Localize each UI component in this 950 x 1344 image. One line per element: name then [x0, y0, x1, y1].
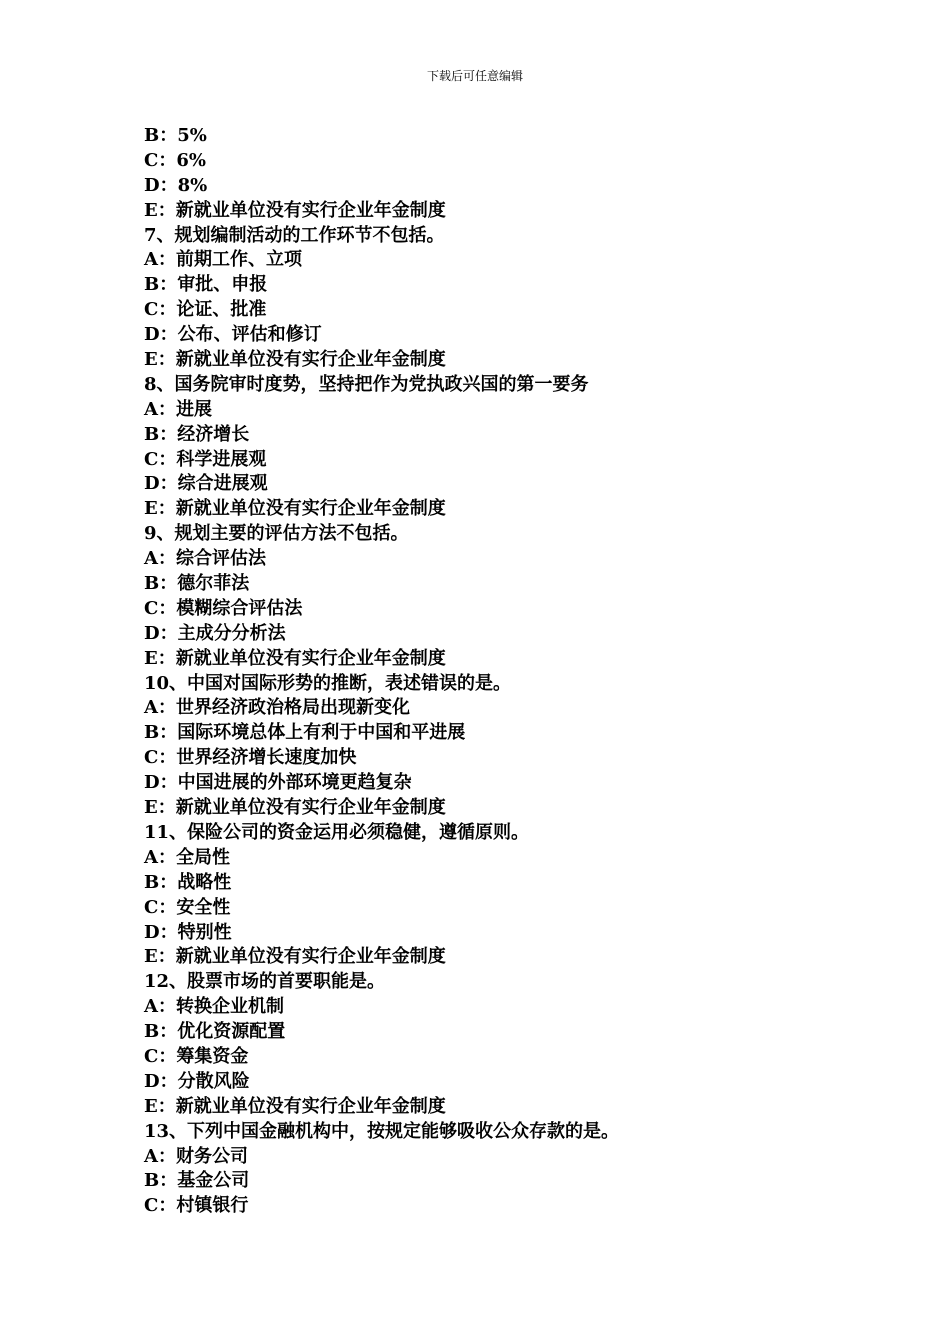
text-line: C：6% — [144, 149, 206, 171]
text-line: B：基金公司 — [144, 1170, 250, 1192]
text-line: C：论证、批准 — [144, 299, 267, 321]
question-line: 9、规划主要的评估方法不包括。 — [144, 523, 409, 545]
text-line: A：进展 — [144, 398, 212, 420]
text-line: B：战略性 — [144, 871, 232, 893]
question-line: 12、股票市场的首要职能是。 — [144, 971, 386, 993]
text-line: B：优化资源配置 — [144, 1021, 286, 1043]
text-line: B：5% — [144, 125, 207, 146]
text-line: E：新就业单位没有实行企业年金制度 — [144, 1095, 446, 1117]
text-line: C：科学进展观 — [144, 448, 267, 470]
text-line: E：新就业单位没有实行企业年金制度 — [144, 797, 446, 819]
text-line: D：分散风险 — [144, 1070, 250, 1092]
text-line: C：筹集资金 — [144, 1045, 249, 1067]
text-line: E：新就业单位没有实行企业年金制度 — [144, 647, 446, 669]
page-header: 下载后可任意编辑 — [426, 69, 523, 83]
text-line: A：前期工作、立项 — [144, 249, 302, 271]
text-line: D：8% — [144, 174, 208, 196]
text-line: C：世界经济增长速度加快 — [144, 747, 357, 769]
text-line: A：世界经济政治格局出现新变化 — [144, 697, 410, 719]
text-line: E：新就业单位没有实行企业年金制度 — [144, 199, 446, 221]
text-line: E：新就业单位没有实行企业年金制度 — [144, 498, 446, 520]
text-line: A：全局性 — [144, 846, 230, 868]
question-line: 13、下列中国金融机构中，按规定能够吸收公众存款的是。 — [144, 1120, 620, 1142]
text-line: B：国际环境总体上有利于中国和平进展 — [144, 722, 466, 744]
text-line: D：中国进展的外部环境更趋复杂 — [144, 772, 412, 794]
document-body — [144, 124, 824, 1219]
question-line: 11、保险公司的资金运用必须稳健，遵循原则。 — [144, 821, 530, 843]
text-line: E：新就业单位没有实行企业年金制度 — [144, 946, 446, 968]
question-line: 10、中国对国际形势的推断，表述错误的是。 — [144, 672, 512, 694]
text-line: C：村镇银行 — [144, 1195, 249, 1217]
text-line: E：新就业单位没有实行企业年金制度 — [144, 349, 446, 371]
question-line: 8、国务院审时度势，坚持把作为党执政兴国的第一要务 — [144, 373, 589, 395]
text-line: C：模糊综合评估法 — [144, 597, 303, 619]
text-line: B：经济增长 — [144, 423, 250, 445]
text-line: A：转换企业机制 — [144, 996, 284, 1018]
text-line: A：财务公司 — [144, 1145, 248, 1167]
text-line: B：审批、申报 — [144, 274, 268, 296]
text-line: A：综合评估法 — [144, 548, 266, 570]
text-line: D：主成分分析法 — [144, 622, 286, 644]
question-line: 7、规划编制活动的工作环节不包括。 — [144, 224, 445, 246]
text-line: B：德尔菲法 — [144, 573, 250, 595]
text-line: C：安全性 — [144, 896, 231, 918]
text-line: D：特别性 — [144, 921, 232, 943]
text-line: D：综合进展观 — [144, 473, 268, 495]
text-line: D：公布、评估和修订 — [144, 324, 322, 346]
